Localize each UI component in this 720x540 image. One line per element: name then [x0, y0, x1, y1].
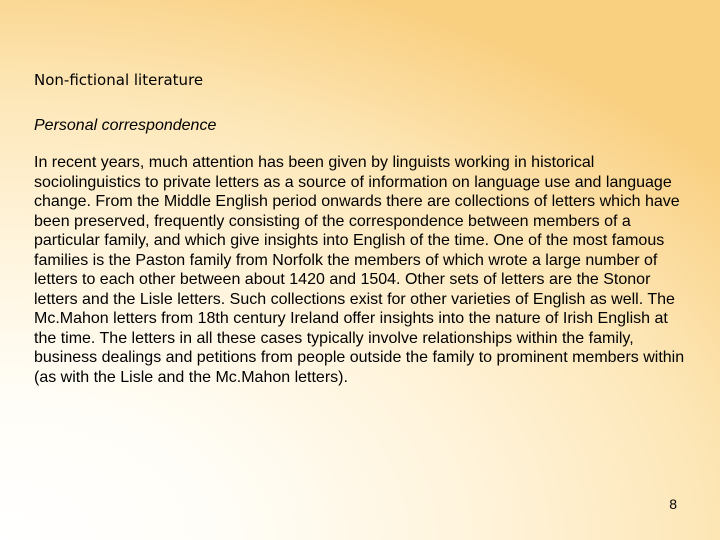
section-subheading: Personal correspondence: [34, 117, 217, 134]
slide-heading: Non-fictional literature: [34, 71, 204, 89]
page-number: 8: [669, 496, 677, 512]
body-paragraph: In recent years, much attention has been given by linguists working in historical sociolinguistics to private letters as a source of information on language use and language change. From the Middle English period onwards there are collections of letters which have been preserved, frequently consisting of the correspondence between members of a particular family, and which give insights into English of the time. One of the most famous families is the Paston family from Norfolk the members of which wrote a large number of letters to each other between about 1420 and 1504. Other sets of letters are the Stonor letters and the Lisle letters. Such collections exist for other varieties of English as well. The Mc.Mahon letters from 18th century Ireland offer insights into the nature of Irish English at the time. The letters in all these cases typically involve relationships within the family, business dealings and petitions from people outside the family to prominent members within (as with the Lisle and the Mc.Mahon letters).: [34, 154, 685, 386]
